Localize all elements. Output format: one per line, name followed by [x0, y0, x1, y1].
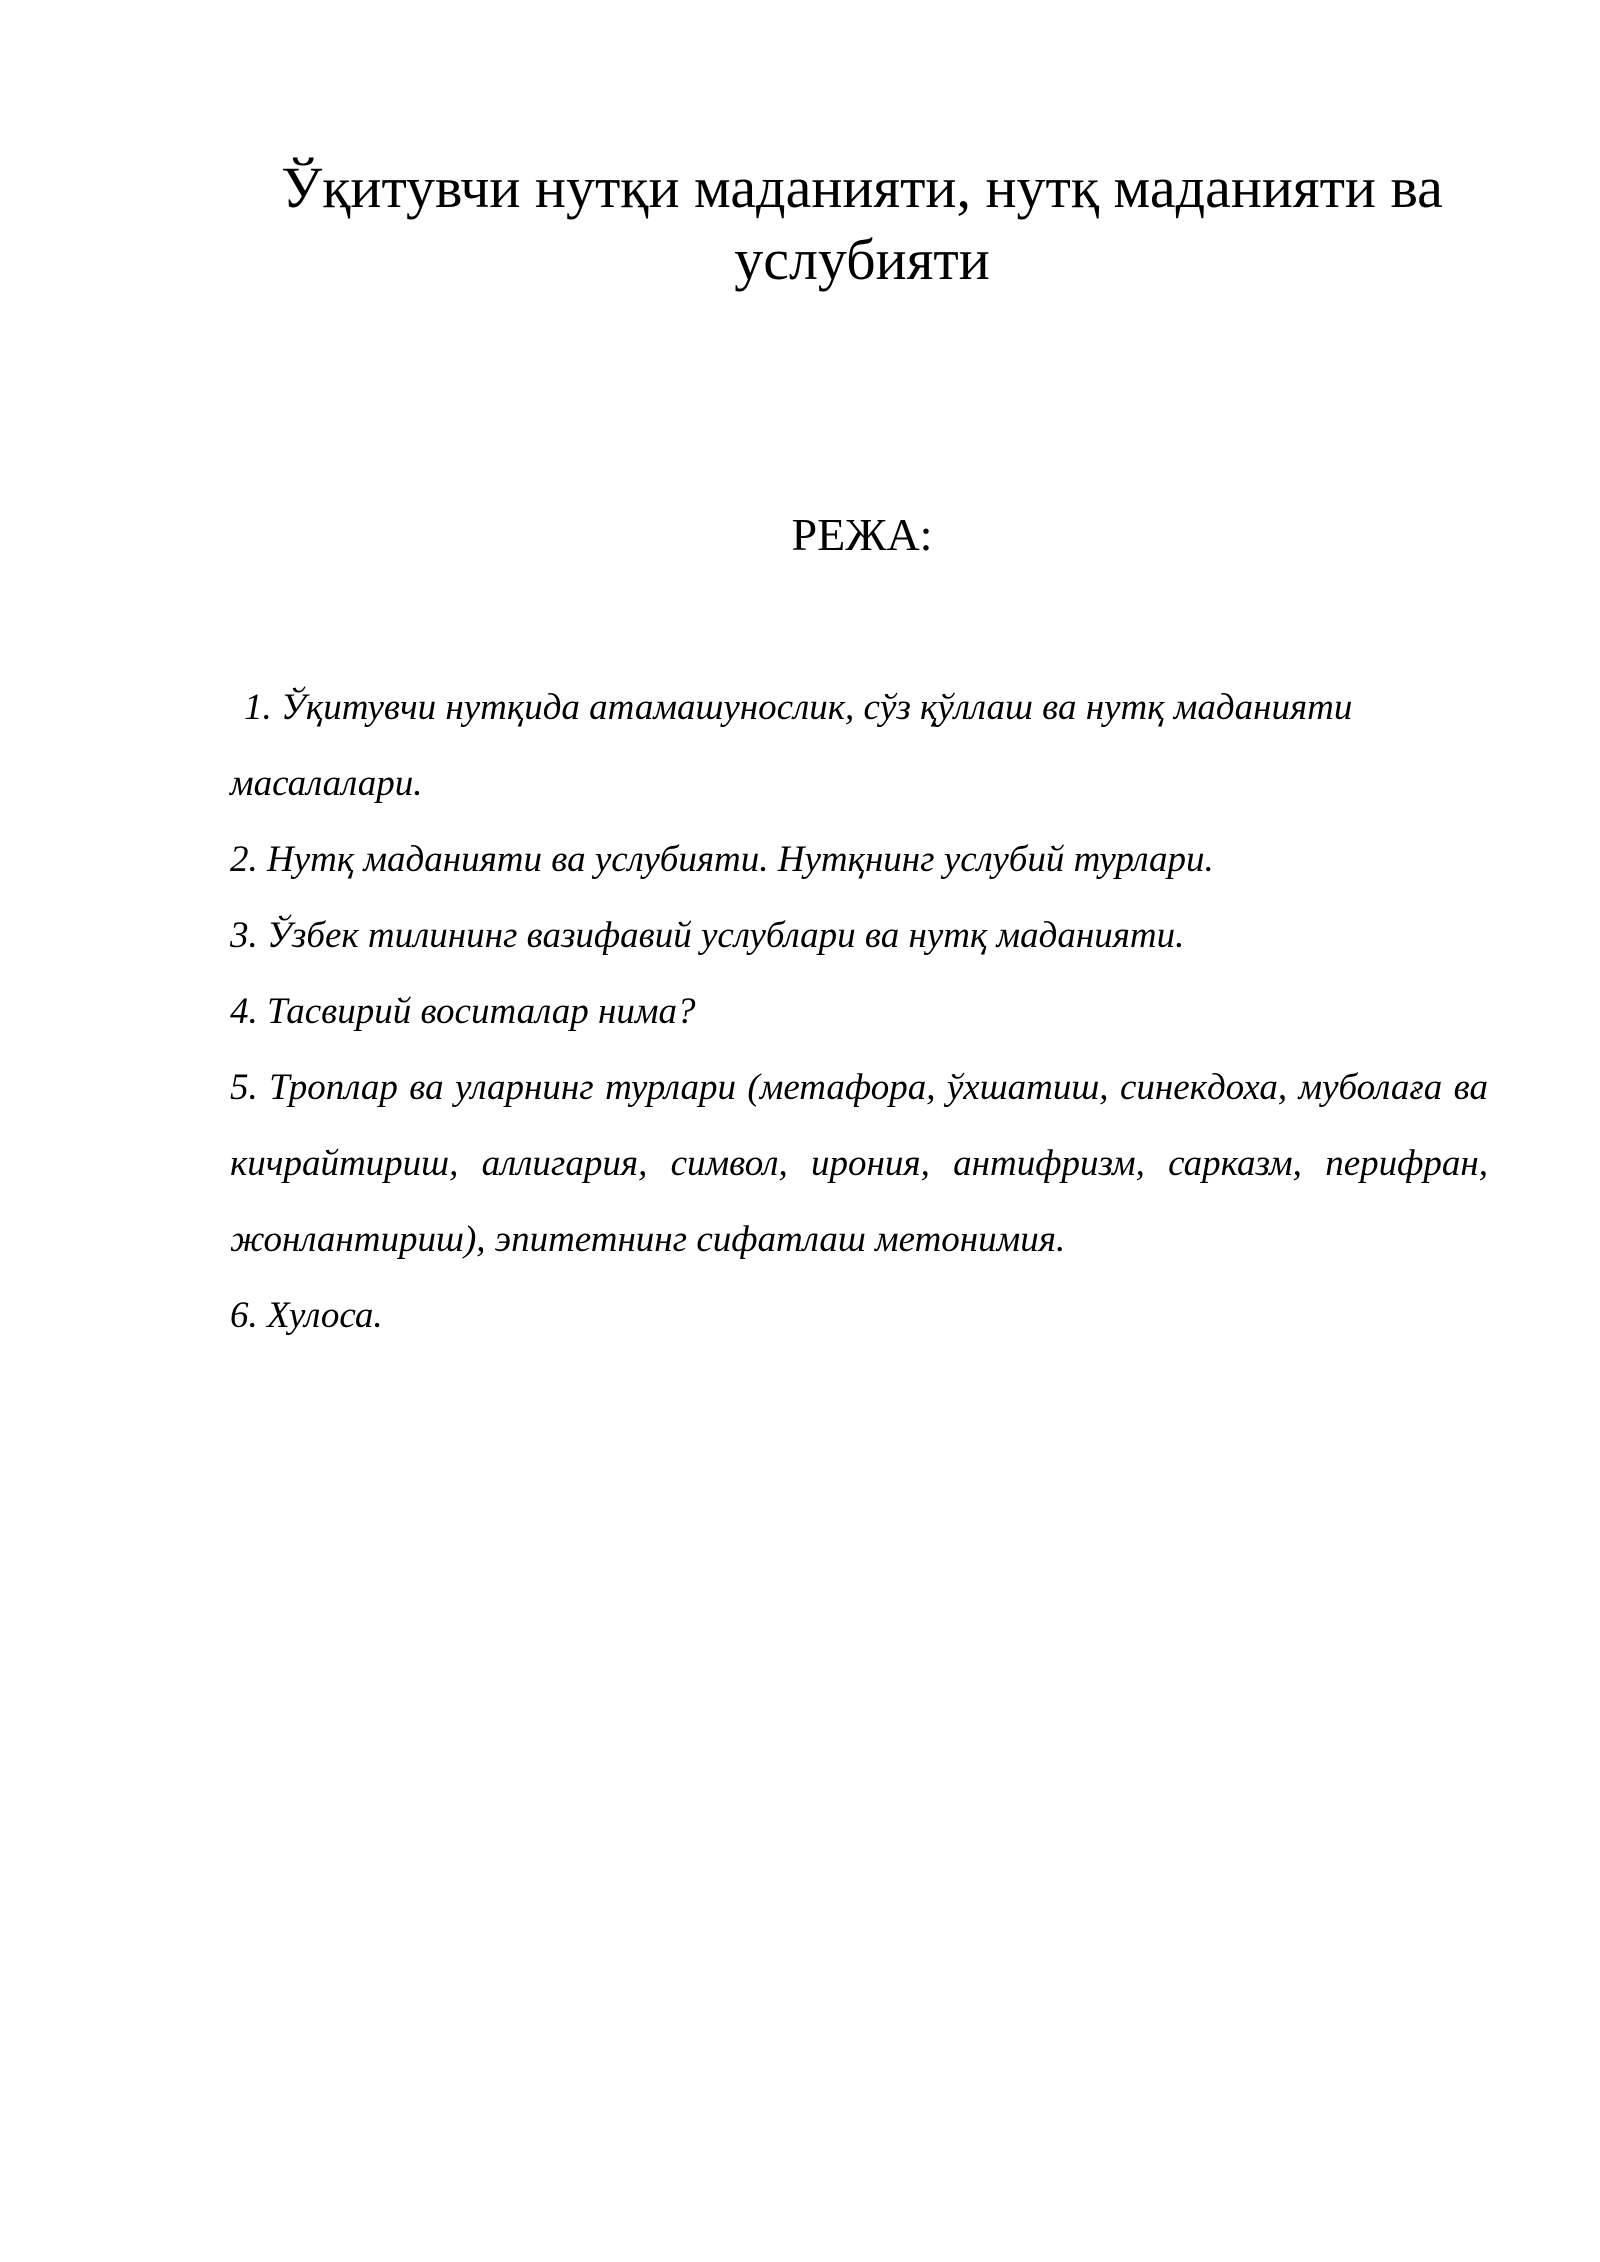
plan-list: [230, 670, 1488, 1354]
plan-item-6: 6. Хулоса.: [230, 1295, 383, 1336]
document-title: [232, 152, 1492, 296]
document-title-line-1: Ўқитувчи нутқи маданияти, нутқ маданияти ва: [281, 155, 1443, 220]
plan-item-2: 2. Нутқ маданияти ва услубияти. Нутқнинг услубий турлари.: [230, 839, 1214, 880]
plan-item-5: 5. Троплар ва уларнинг турлари (метафора, ўхшатиш, синекдоха, муболаға ва кичрайтириш, аллигария, символ, ирония, антифризм, сарказм, перифран, жонлантириш), эпитетнинг сифатлаш метонимия.: [230, 1067, 1488, 1260]
plan-heading: РЕЖА:: [791, 509, 933, 560]
document-title-line-2: услубияти: [734, 227, 990, 292]
plan-item-3: 3. Ўзбек тилининг вазифавий услублари ва нутқ маданияти.: [230, 915, 1185, 956]
plan-item-1: 1. Ўқитувчи нутқида атамашунослик, сўз қўллаш ва нутқ маданияти масалалари.: [230, 687, 1353, 804]
plan-item-4: 4. Тасвирий воситалар нима?: [230, 991, 696, 1032]
